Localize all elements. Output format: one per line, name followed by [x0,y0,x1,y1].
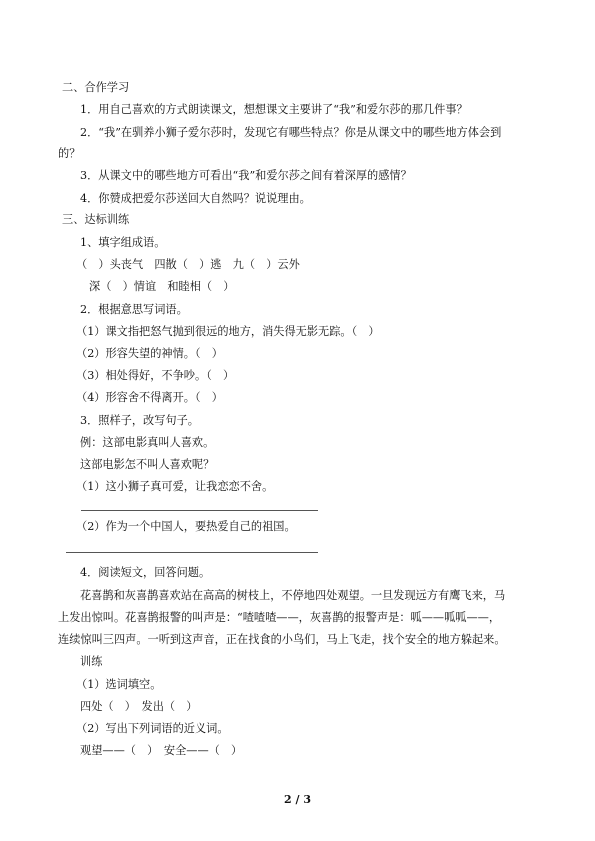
training-item-2-words: 观望——（ ） 安全——（ ） [80,744,243,757]
task-1-row-2: 深（ ）情谊 和睦相（ ） [89,280,235,293]
page-number: 2 / 3 [284,793,311,806]
training-item-2: （2）写出下列词语的近义词。 [76,722,229,735]
question-3: 3．从课文中的哪些地方可看出“我”和爱尔莎之间有着深厚的感情？ [80,169,412,182]
task-3-item-1: （1）这小狮子真可爱，让我恋恋不舍。 [76,480,274,493]
passage-line-1: 花喜鹊和灰喜鹊喜欢站在高高的树枝上，不停地四处观望。一旦发现远方有鹰飞来，马 [80,589,506,602]
task-3-item-2: （2）作为一个中国人，要热爱自己的祖国。 [76,520,296,533]
task-3-example: 例：这部电影真叫人喜欢。 [80,436,215,449]
question-1: 1．用自己喜欢的方式朗读课文，想想课文主要讲了“我”和爱尔莎的那几件事？ [80,103,468,116]
task-2: 2．根据意思写词语。 [80,303,188,316]
task-2-item-1: （1）课文指把怒气抛到很远的地方，消失得无影无踪。（ ） [76,325,380,338]
task-3: 3．照样子，改写句子。 [80,414,199,427]
task-2-item-4: （4）形容舍不得离开。（ ） [76,391,223,404]
answer-line-2 [66,552,318,553]
task-2-item-3: （3）相处得好，不争吵。（ ） [76,369,235,382]
section-2-heading: 二、合作学习 [62,81,130,94]
passage-line-2: 上发出惊叫。花喜鹊报警的叫声是：“喳喳喳——，灰喜鹊的报警声是：呱——呱呱——， [58,611,501,624]
question-2-line-2: 的？ [58,147,81,160]
section-3-heading: 三、达标训练 [62,213,130,226]
task-1-row-1: （ ）头丧气 四散（ ）逃 九（ ）云外 [76,258,300,271]
training-item-1: （1）选词填空。 [76,678,162,691]
task-3-example-answer: 这部电影怎不叫人喜欢呢？ [80,458,215,471]
training-label: 训练 [80,655,103,668]
question-2-line-1: 2．“我”在驯养小狮子爱尔莎时，发现它有哪些特点？你是从课文中的哪些地方体会到 [80,126,502,139]
training-item-1-words: 四处（ ） 发出（ ） [80,700,198,713]
passage-line-3: 连续惊叫三四声。一听到这声音，正在找食的小鸟们，马上飞走，找个安全的地方躲起来。 [58,633,506,646]
task-2-item-2: （2）形容失望的神情。（ ） [76,347,223,360]
task-4: 4．阅读短文，回答问题。 [80,566,211,579]
answer-line-1 [81,510,318,511]
question-4: 4．你赞成把爱尔莎送回大自然吗？说说理由。 [80,192,311,205]
task-1: 1、填字组成语。 [80,236,166,249]
